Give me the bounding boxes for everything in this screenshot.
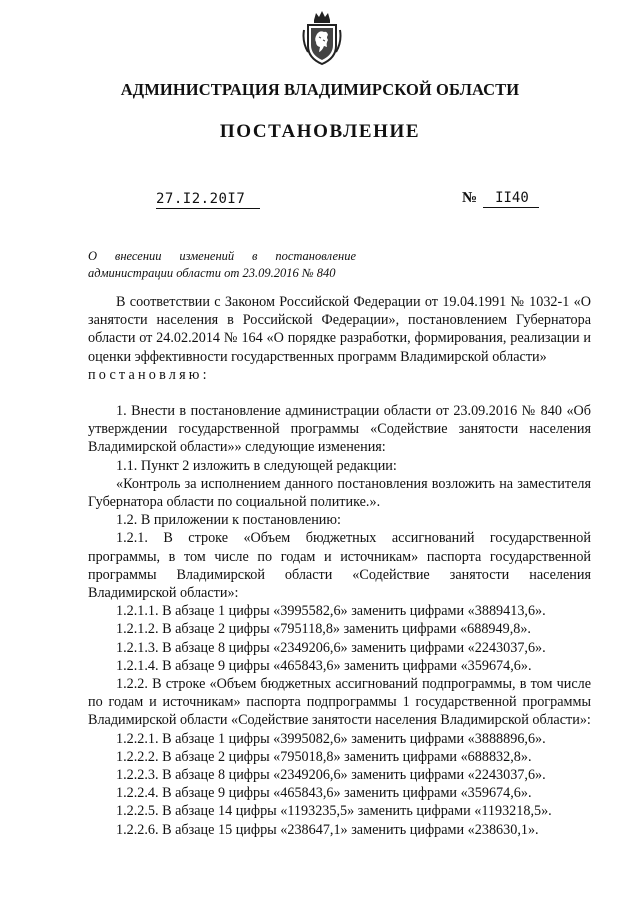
document-type-title: ПОСТАНОВЛЕНИЕ xyxy=(219,121,421,142)
item-1-2-2-2: 1.2.2.2. В абзаце 2 цифры «795018,8» заменить цифрами «688832,8». xyxy=(116,748,532,765)
document-date: 27.I2.20I7 xyxy=(156,191,260,209)
subject-line-1: О внесении изменений в постановление xyxy=(88,249,356,263)
item-1-2-1-4: 1.2.1.4. В абзаце 9 цифры «465843,6» заменить цифрами «359674,6». xyxy=(116,657,532,674)
item-1-2-1-2: 1.2.1.2. В абзаце 2 цифры «795118,8» заменить цифрами «688949,8». xyxy=(116,621,531,638)
coat-of-arms-icon xyxy=(301,10,343,66)
document-subject xyxy=(88,248,356,282)
item-1-2-2-5: 1.2.2.5. В абзаце 14 цифры «1193235,5» заменить цифрами «1193218,5». xyxy=(116,803,552,820)
item-1-2-2-6: 1.2.2.6. В абзаце 15 цифры «238647,1» заменить цифрами «238630,1». xyxy=(116,821,539,838)
item-1-2-2-1: 1.2.2.1. В абзаце 1 цифры «3995082,6» заменить цифрами «3888896,6». xyxy=(116,730,546,747)
item-1-2-2-4: 1.2.2.4. В абзаце 9 цифры «465843,6» заменить цифрами «359674,6». xyxy=(116,785,532,802)
item-1-2-1-3: 1.2.1.3. В абзаце 8 цифры «2349206,6» заменить цифрами «2243037,6». xyxy=(116,639,546,656)
item-1-2: 1.2. В приложении к постановлению: xyxy=(116,512,341,529)
item-1-2-1: 1.2.1. В строке «Объем бюджетных ассигнований государственной программы, в том числе по годам и источникам» паспорта государственной программы Владимирской области «Содействие занятости населения Владимирской области»: xyxy=(88,530,591,602)
decree-word: постановляю: xyxy=(88,366,210,383)
document-body xyxy=(88,293,591,839)
document-number xyxy=(462,189,539,208)
organization-title: АДМИНИСТРАЦИЯ ВЛАДИМИРСКОЙ ОБЛАСТИ xyxy=(120,80,520,99)
item-1-2-2-3: 1.2.2.3. В абзаце 8 цифры «2349206,6» заменить цифрами «2243037,6». xyxy=(116,767,546,784)
subject-line-2: администрации области от 23.09.2016 № 840 xyxy=(88,266,336,280)
preamble-paragraph: В соответствии с Законом Российской Федерации от 19.04.1991 № 1032-1 «О занятости населения в Российской Федерации», постановлением Губернатора области от 24.02.2014 № 164 «О порядке разработки, формирования, реализации и оценки эффективности государственных программ Владимирской области» xyxy=(88,294,591,365)
item-1-2-1-1: 1.2.1.1. В абзаце 1 цифры «3995582,6» заменить цифрами «3889413,6». xyxy=(116,603,546,620)
item-1-1: 1.1. Пункт 2 изложить в следующей редакции: xyxy=(116,457,397,474)
item-1-1-text: «Контроль за исполнением данного постановления возложить на заместителя Губернатора области по социальной политике.». xyxy=(88,475,591,511)
number-value: II40 xyxy=(483,190,539,208)
item-1-2-2: 1.2.2. В строке «Объем бюджетных ассигнований подпрограммы, в том числе по годам и источникам» паспорта подпрограммы 1 государственной программы Владимирской области «Содействие занятости населения Владимирской области»: xyxy=(88,676,591,729)
number-label: № xyxy=(462,190,478,206)
item-1: 1. Внести в постановление администрации области от 23.09.2016 № 840 «Об утверждении государственной программы «Содействие занятости населения Владимирской области»» следующие изменения: xyxy=(88,403,591,456)
